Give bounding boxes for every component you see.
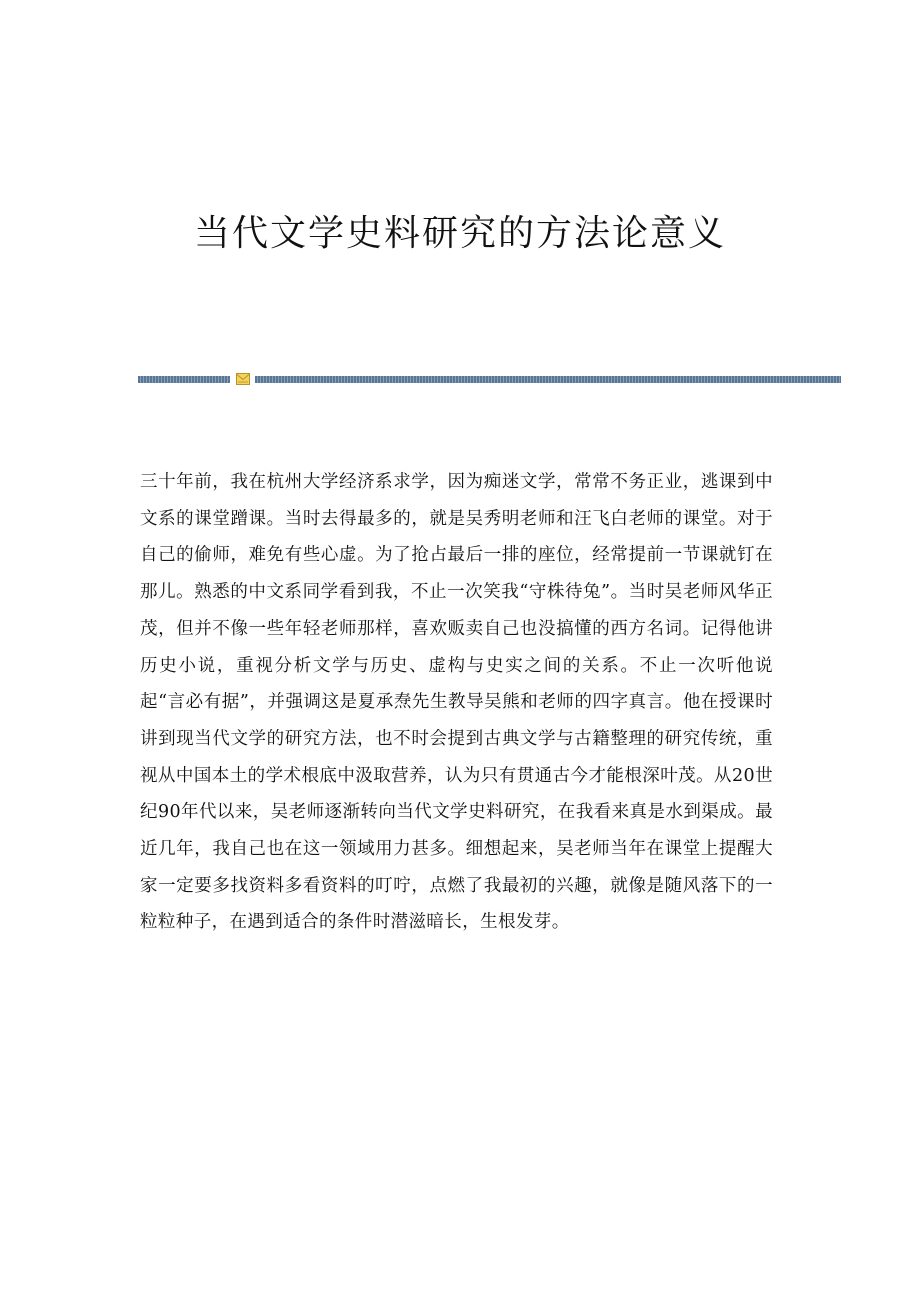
- envelope-emblem-icon: [236, 373, 250, 385]
- document-body: [140, 464, 773, 941]
- divider-bar-right: [255, 376, 841, 383]
- body-paragraph: 三十年前，我在杭州大学经济系求学，因为痴迷文学，常常不务正业，逃课到中文系的课堂蹭课。当时去得最多的，就是吴秀明老师和汪飞白老师的课堂。对于自己的偷师，难免有些心虚。为了抢占最后一排的座位，经常提前一节课就钉在那儿。熟悉的中文系同学看到我，不止一次笑我“守株待兔”。当时吴老师风华正茂，但并不像一些年轻老师那样，喜欢贩卖自己也没搞懂的西方名词。记得他讲历史小说，重视分析文学与历史、虚构与史实之间的关系。不止一次听他说起“言必有据”，并强调这是夏承焘先生教导吴熊和老师的四字真言。他在授课时讲到现当代文学的研究方法，也不时会提到古典文学与古籍整理的研究传统，重视从中国本土的学术根底中汲取营养，认为只有贯通古今才能根深叶茂。从20世纪90年代以来，吴老师逐渐转向当代文学史料研究，在我看来真是水到渠成。最近几年，我自己也在这一领域用力甚多。细想起来，吴老师当年在课堂上提醒大家一定要多找资料多看资料的叮咛，点燃了我最初的兴趣，就像是随风落下的一粒粒种子，在遇到适合的条件时潜滋暗长，生根发芽。: [140, 472, 773, 933]
- divider-bar-left: [138, 376, 230, 383]
- title-divider: [138, 371, 841, 387]
- document-title: 当代文学史料研究的方法论意义: [193, 213, 726, 254]
